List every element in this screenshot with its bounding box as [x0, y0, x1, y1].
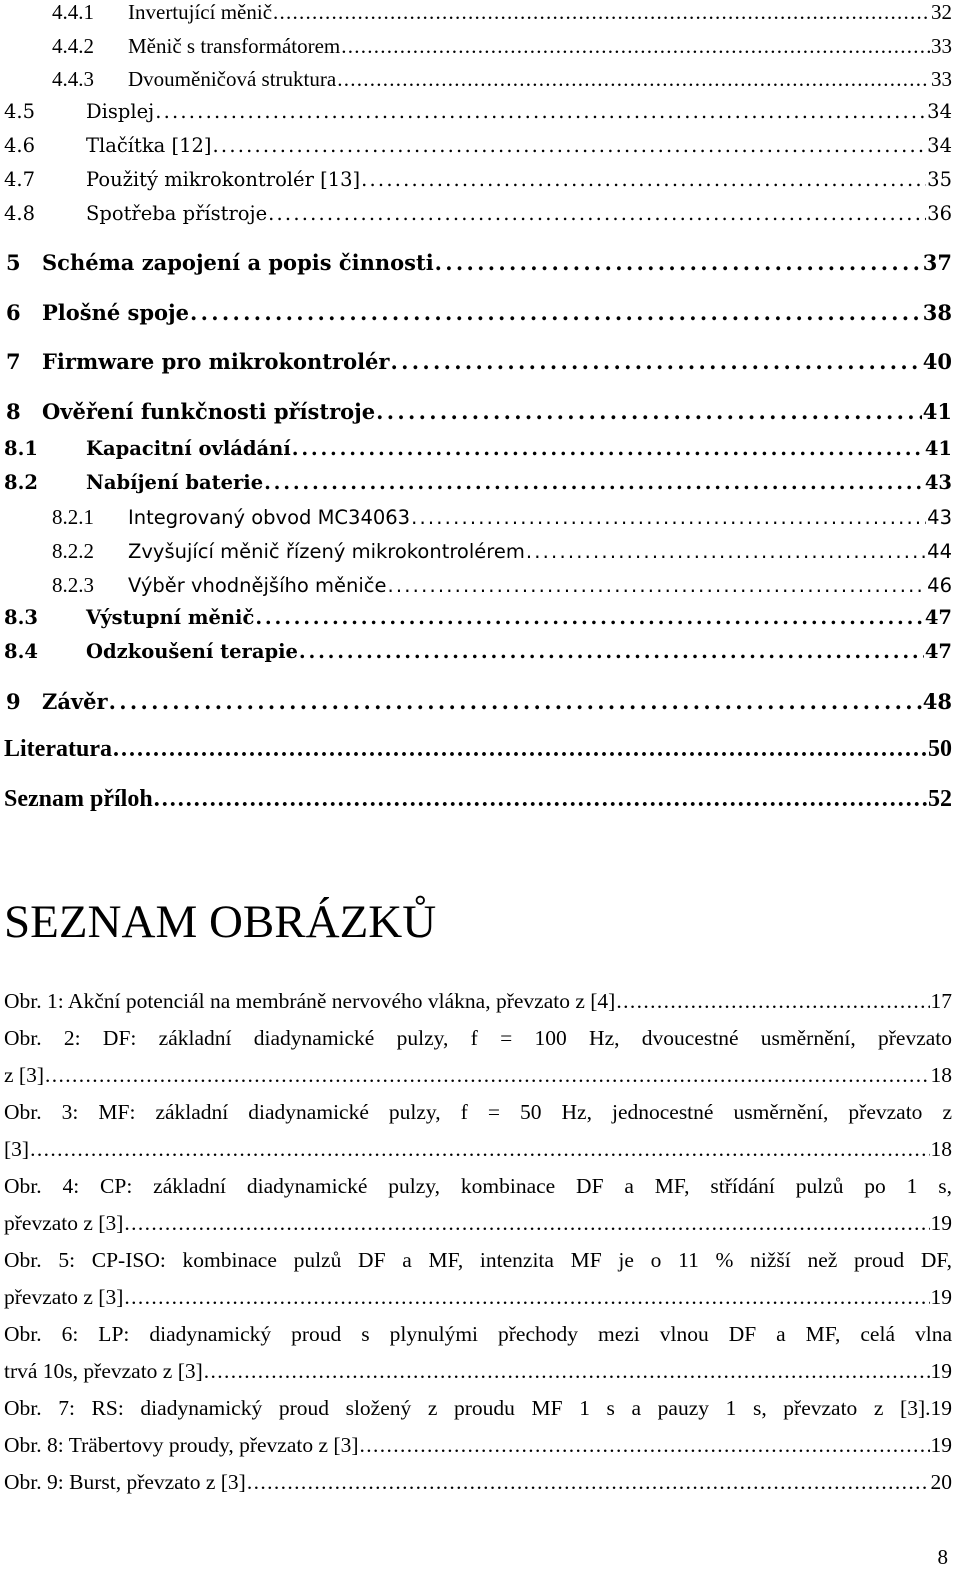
toc-entry-title: Nabíjení baterie: [86, 471, 264, 494]
dot-leader: [190, 300, 922, 325]
toc-entry-page: 46: [927, 574, 952, 597]
figure-entry-text: Obr. 8: Träbertovy proudy, převzato z [3]: [4, 1433, 359, 1457]
dot-leader: [154, 786, 927, 813]
figure-entry-text: Obr. 4: CP: základní diadynamické pulzy, kombinace DF a MF, střídání pulzů po 1 s,: [4, 1174, 952, 1198]
dot-leader: [45, 1057, 930, 1094]
toc-entry[interactable]: [0, 689, 952, 714]
toc-entry-number: 4.6: [4, 134, 36, 157]
figure-entry-text-continued: převzato z [3]: [4, 1285, 124, 1309]
toc-entry[interactable]: [0, 573, 952, 598]
dot-leader: [411, 506, 926, 529]
toc-entry-number: 4.4.3: [52, 67, 94, 91]
dot-leader: [247, 1464, 930, 1501]
figure-entry-page: 18: [930, 1137, 952, 1161]
toc-entry[interactable]: [0, 786, 952, 813]
toc-entry[interactable]: [0, 0, 952, 25]
toc-entry-number: 8.2: [4, 471, 38, 494]
figure-entry-text-continued: z [3]: [4, 1063, 44, 1087]
dot-leader: [359, 1427, 929, 1464]
figure-entry-page: 18: [930, 1063, 952, 1087]
list-of-figures-heading: SEZNAM OBRÁZKŮ: [4, 896, 437, 948]
toc-entry-page: 36: [927, 202, 952, 225]
toc-entry-number: 8: [6, 399, 21, 424]
toc-entry-number: 8.4: [4, 640, 38, 663]
figure-entry-page: 19: [930, 1211, 952, 1235]
toc-entry-page: 41: [924, 437, 952, 460]
dot-leader: [113, 736, 927, 763]
figure-entry[interactable]: [4, 1242, 952, 1316]
toc-entry-number: 8.2.3: [52, 573, 94, 597]
toc-entry-page: 44: [927, 540, 952, 563]
figure-entry-text: Obr. 1: Akční potenciál na membráně nervového vlákna, převzato z [4]: [4, 989, 616, 1013]
toc-entry-title: Měnič s transformátorem: [128, 34, 341, 58]
dot-leader: [155, 100, 926, 123]
toc-entry[interactable]: [0, 300, 952, 325]
figure-entry-page: 17: [930, 989, 952, 1013]
dot-leader: [390, 349, 921, 374]
figure-entry[interactable]: [4, 1020, 952, 1094]
figure-entry[interactable]: [4, 983, 952, 1020]
dot-leader: [109, 689, 922, 714]
dot-leader: [435, 250, 922, 275]
toc-entry-page: 33: [931, 67, 952, 91]
figure-entry[interactable]: [4, 1094, 952, 1168]
toc-entry-page: 34: [927, 100, 952, 123]
toc-entry[interactable]: [0, 250, 952, 275]
dot-leader: [268, 202, 926, 225]
dot-leader: [341, 34, 930, 59]
toc-entry-number: 4.5: [4, 100, 36, 123]
toc-entry-number: 4.7: [4, 168, 36, 191]
toc-entry-page: 50: [928, 736, 952, 762]
dot-leader: [264, 471, 924, 494]
dot-leader: [526, 540, 926, 563]
figure-entry-text: Obr. 6: LP: diadynamický proud s plynulými přechody mezi vlnou DF a MF, celá vlna: [4, 1322, 952, 1346]
dot-leader: [204, 1353, 930, 1390]
toc-entry-title: Spotřeba přístroje: [86, 202, 268, 225]
dot-leader: [213, 134, 927, 157]
dot-leader: [299, 640, 924, 663]
toc-entry-page: 32: [931, 0, 952, 24]
toc-entry[interactable]: [0, 349, 952, 374]
toc-entry-title: Firmware pro mikrokontrolér: [42, 349, 390, 374]
toc-entry-title: Seznam příloh: [4, 786, 153, 812]
toc-entry-title: Kapacitní ovládání: [86, 437, 291, 460]
figure-entry-text: Obr. 7: RS: diadynamický proud složený z proudu MF 1 s a pauzy 1 s, převzato z [3].: [4, 1396, 931, 1420]
figure-entry-text-continued: [3]: [4, 1137, 30, 1161]
toc-entry[interactable]: [0, 34, 952, 59]
figure-entry-page: 19: [930, 1285, 952, 1309]
figure-entry[interactable]: [4, 1390, 952, 1427]
toc-entry-title: Ověření funkčnosti přístroje: [42, 399, 376, 424]
toc-entry-number: 9: [6, 689, 21, 714]
toc-entry-number: 8.3: [4, 606, 38, 629]
toc-entry[interactable]: [0, 539, 952, 564]
figure-entry-page: 19: [930, 1433, 952, 1457]
toc-entry-number: 8.1: [4, 437, 38, 460]
dot-leader: [124, 1279, 929, 1316]
toc-entry[interactable]: [0, 100, 952, 123]
toc-entry-title: Literatura: [4, 736, 112, 762]
toc-entry-page: 33: [931, 34, 952, 58]
toc-entry-number: 6: [6, 300, 21, 325]
toc-entry-page: 37: [922, 250, 952, 275]
toc-entry-title: Závěr: [42, 689, 108, 714]
figure-entry[interactable]: [4, 1168, 952, 1242]
figure-entry[interactable]: [4, 1316, 952, 1390]
dot-leader: [616, 983, 929, 1020]
toc-entry-page: 41: [922, 399, 952, 424]
toc-entry-page: 40: [922, 349, 952, 374]
figure-entry[interactable]: [4, 1427, 952, 1464]
dot-leader: [337, 67, 930, 92]
toc-entry-title: Integrovaný obvod MC34063: [128, 506, 411, 529]
toc-entry[interactable]: [0, 736, 952, 763]
toc-entry-page: 43: [924, 471, 952, 494]
toc-entry[interactable]: [0, 437, 952, 460]
dot-leader: [376, 399, 922, 424]
toc-entry[interactable]: [0, 202, 952, 225]
toc-entry-number: 5: [6, 250, 21, 275]
toc-entry[interactable]: [0, 168, 952, 191]
toc-entry[interactable]: [0, 134, 952, 157]
toc-entry-number: 4.8: [4, 202, 36, 225]
toc-entry-page: 35: [927, 168, 952, 191]
toc-entry[interactable]: [0, 606, 952, 629]
toc-entry-page: 47: [924, 640, 952, 663]
toc-entry[interactable]: [0, 640, 952, 663]
toc-entry-page: 48: [922, 689, 952, 714]
toc-entry-page: 38: [922, 300, 952, 325]
toc-entry-number: 8.2.2: [52, 539, 94, 563]
figure-entry[interactable]: [4, 1464, 952, 1501]
toc-entry-title: Displej: [86, 100, 155, 123]
dot-leader: [361, 168, 926, 191]
figure-entry-text-continued: trvá 10s, převzato z [3]: [4, 1359, 203, 1383]
figure-entry-text: Obr. 3: MF: základní diadynamické pulzy, f = 50 Hz, jednocestné usměrnění, převzato z: [4, 1100, 952, 1124]
toc-entry-page: 47: [924, 606, 952, 629]
toc-entry-number: 8.2.1: [52, 505, 94, 529]
toc-entry-page: 34: [927, 134, 952, 157]
toc-entry-title: Schéma zapojení a popis činnosti: [42, 250, 434, 275]
dot-leader: [273, 0, 930, 25]
figure-entry-page: 20: [930, 1470, 952, 1494]
toc-entry-number: 7: [6, 349, 21, 374]
toc-entry-title: Invertující měnič: [128, 0, 273, 24]
toc-entry-title: Tlačítka [12]: [86, 134, 212, 157]
figure-entry-text: Obr. 9: Burst, převzato z [3]: [4, 1470, 246, 1494]
toc-entry-number: 4.4.2: [52, 34, 94, 58]
toc-entry-number: 4.4.1: [52, 0, 94, 24]
toc-entry[interactable]: [0, 67, 952, 92]
figure-entry-text: Obr. 2: DF: základní diadynamické pulzy, f = 100 Hz, dvoucestné usměrnění, převzato: [4, 1026, 952, 1050]
toc-entry-title: Plošné spoje: [42, 300, 190, 325]
toc-entry[interactable]: [0, 471, 952, 494]
toc-entry-title: Výstupní měnič: [86, 606, 255, 629]
toc-entry[interactable]: [0, 505, 952, 530]
toc-entry-title: Použitý mikrokontrolér [13]: [86, 168, 361, 191]
toc-entry-title: Výběr vhodnějšího měniče: [128, 574, 387, 597]
toc-entry-title: Odzkoušení terapie: [86, 640, 298, 663]
figure-entry-page: 19: [930, 1396, 952, 1420]
figure-entry-text: Obr. 5: CP-ISO: kombinace pulzů DF a MF, intenzita MF je o 11 % nižší než proud DF,: [4, 1248, 952, 1272]
toc-entry-title: Dvouměničová struktura: [128, 67, 337, 91]
toc-entry[interactable]: [0, 399, 952, 424]
dot-leader: [255, 606, 924, 629]
toc-entry-title: Zvyšující měnič řízený mikrokontrolérem: [128, 540, 525, 563]
dot-leader: [124, 1205, 929, 1242]
dot-leader: [387, 574, 926, 597]
figure-entry-page: 19: [930, 1359, 952, 1383]
toc-entry-page: 43: [927, 506, 952, 529]
dot-leader: [292, 437, 924, 460]
toc-entry-page: 52: [928, 786, 952, 812]
figure-entry-text-continued: převzato z [3]: [4, 1211, 124, 1235]
dot-leader: [30, 1131, 929, 1168]
page-number: 8: [937, 1545, 948, 1569]
